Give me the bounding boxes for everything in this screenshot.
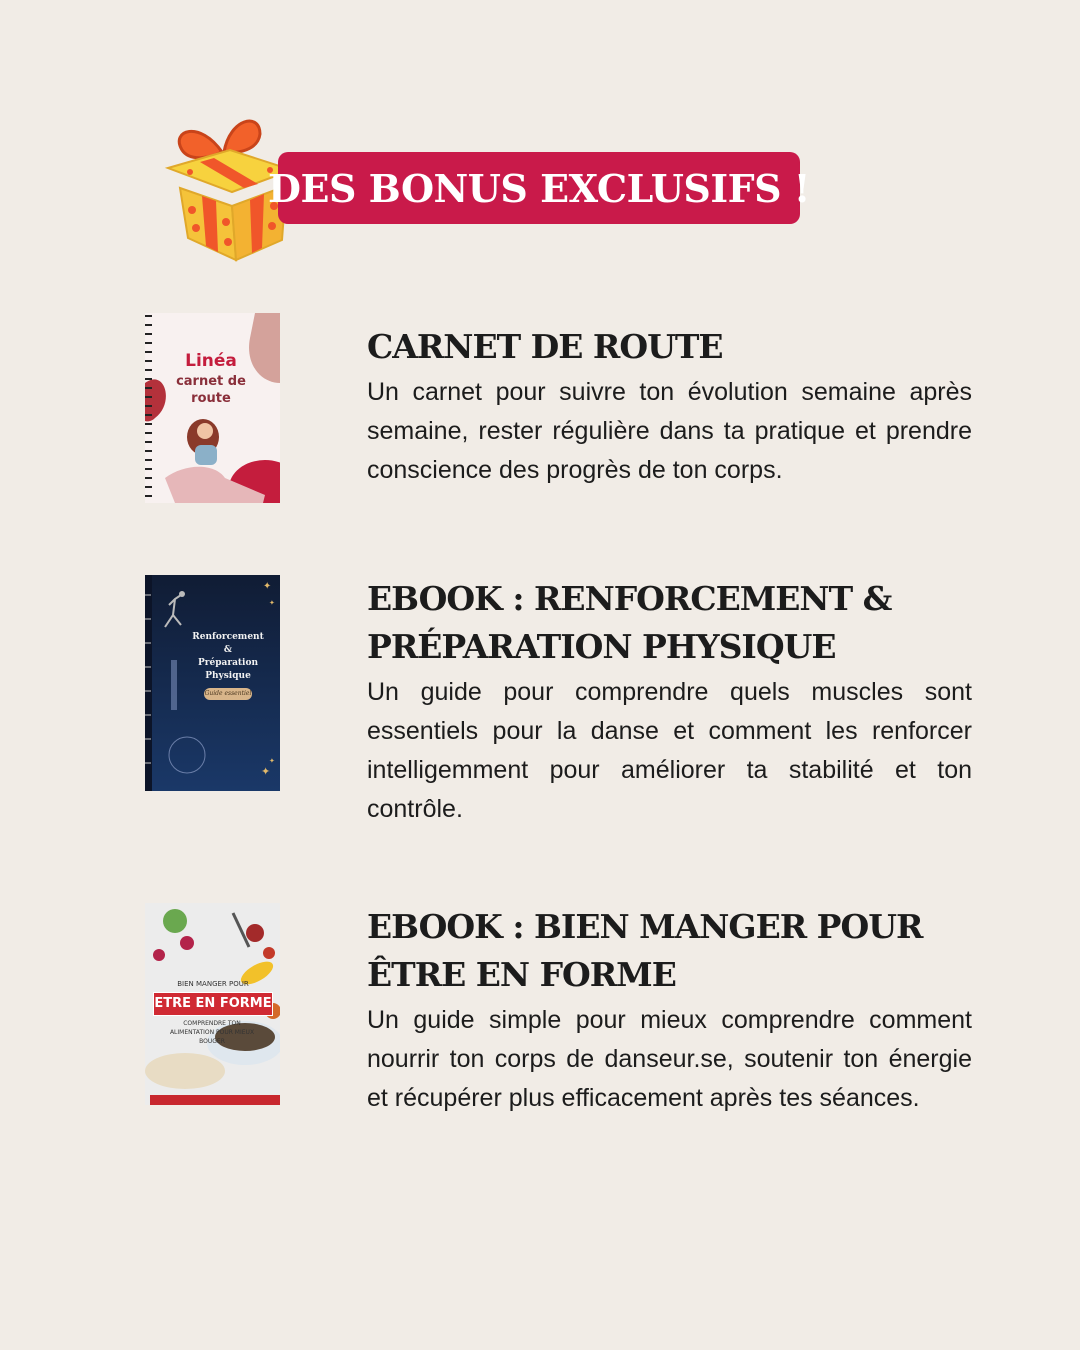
cover-line: Physique [205, 671, 251, 681]
renforcement-cover-illustration [145, 575, 280, 791]
bonus-header [160, 110, 820, 270]
svg-text:✦: ✦ [263, 581, 272, 592]
renforcement-description: Un guide pour comprendre quels muscles sont essentiels pour la danse et comment les renforcer intelligemment pour améliorer ta stabilité et ton contrôle. [367, 678, 972, 823]
renforcement-cover-image [145, 575, 280, 791]
svg-text:✦: ✦ [269, 758, 275, 765]
svg-text:✦: ✦ [261, 766, 271, 778]
manger-cover-bar [150, 1095, 280, 1105]
manger-cover-image [145, 903, 280, 1105]
cover-line: Renforcement [192, 632, 264, 642]
cover-line: Préparation [197, 658, 259, 668]
carnet-cover-subtitle: carnet de route [176, 374, 246, 406]
manger-title: EBOOK : BIEN MANGER POUR ÊTRE EN FORME [367, 907, 923, 994]
carnet-cover-title: Linéa [185, 351, 237, 371]
spiral-binding [145, 315, 152, 501]
manger-cover-sub: COMPRENDRE TON ALIMENTATION POUR MIEUX BOUGER [169, 1020, 255, 1045]
bonus-banner [268, 152, 810, 224]
renforcement-title: EBOOK : RENFORCEMENT & PRÉPARATION PHYSIQUE [367, 579, 892, 666]
cover-line: & [223, 645, 233, 655]
carnet-cover-image [145, 313, 280, 503]
manger-cover-main: ETRE EN FORME [153, 992, 273, 1016]
renforcement-cover-pill: Guide essentiel [204, 688, 252, 700]
manger-description: Un guide simple pour mieux comprendre comment nourrir ton corps de danseur.se, soutenir ton énergie et récupérer plus efficacement après tes séances. [367, 1006, 972, 1112]
carnet-description: Un carnet pour suivre ton évolution semaine après semaine, rester régulière dans ta pratique et prendre conscience des progrès de ton corps. [367, 378, 972, 484]
carnet-title: CARNET DE ROUTE [367, 327, 723, 366]
renforcement-cover-text [185, 631, 271, 683]
svg-text:✦: ✦ [269, 600, 275, 607]
carnet-cover-illustration [145, 313, 280, 503]
manger-cover-small: BIEN MANGER POUR [177, 980, 249, 988]
banner-title: DES BONUS EXCLUSIFS ! [268, 165, 810, 211]
